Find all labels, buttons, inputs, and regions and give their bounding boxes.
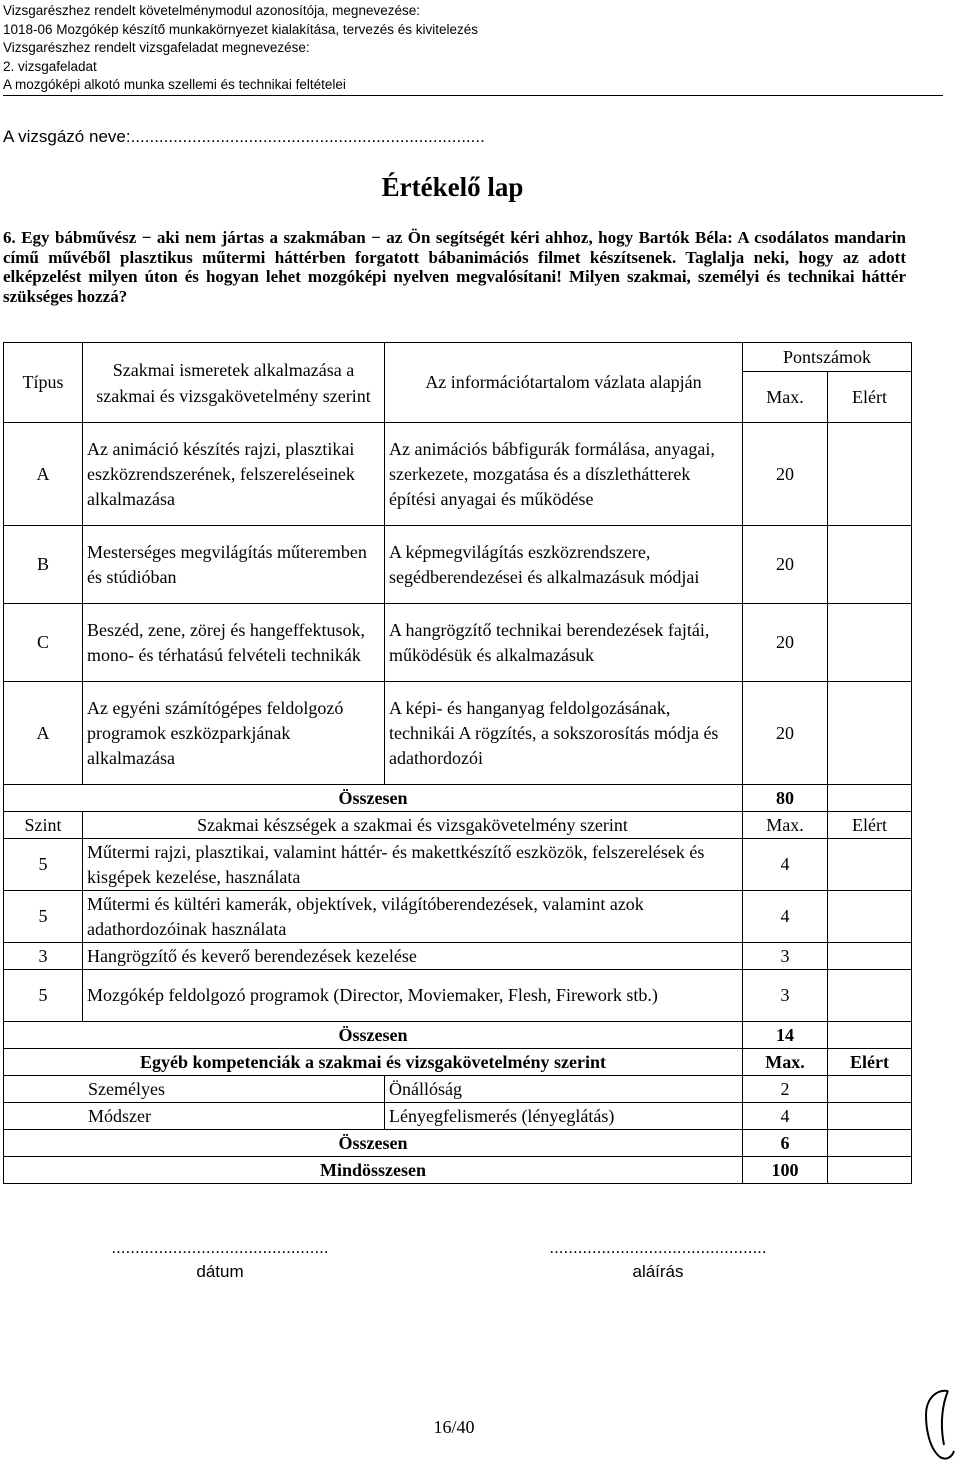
subtotal-row bbox=[4, 785, 912, 812]
competency-category: Módszer bbox=[4, 1103, 385, 1130]
skill-cell: Hangrögzítő és keverő berendezések kezelése bbox=[83, 943, 743, 970]
header-line: 2. vizsgafeladat bbox=[3, 58, 97, 74]
subtotal-value: 14 bbox=[743, 1022, 828, 1049]
achieved-header: Elért bbox=[828, 1049, 912, 1076]
competencies-header-row bbox=[4, 1049, 912, 1076]
page-number: 16/40 bbox=[433, 1417, 475, 1437]
max-cell: 20 bbox=[743, 604, 828, 682]
header-line: Vizsgarészhez rendelt vizsgafeladat megnevezése: bbox=[3, 40, 310, 55]
type-cell: B bbox=[4, 526, 83, 604]
max-cell: 3 bbox=[743, 970, 828, 1022]
header-line: 1018-06 Mozgókép készítő munkakörnyezet kialakítása, tervezés és kivitelezés bbox=[3, 21, 478, 37]
header-line: A mozgóképi alkotó munka szellemi és technikai feltételei bbox=[3, 76, 943, 96]
knowledge-cell: Beszéd, zene, zörej és hangeffektusok, mono- és térhatású felvételi technikák bbox=[83, 604, 385, 682]
grand-total-label: Mindösszesen bbox=[4, 1157, 743, 1184]
handwritten-mark-icon bbox=[918, 1385, 958, 1463]
skill-cell: Műtermi rajzi, plasztikai, valamint háttér- és makettkészítő eszközök, felszerelések és kisgépek kezelése, használata bbox=[83, 839, 743, 891]
table-row bbox=[4, 891, 912, 943]
skill-cell: Műtermi és kültéri kamerák, objektívek, világítóberendezések, valamint azok adathordozóinak használata bbox=[83, 891, 743, 943]
achieved-cell bbox=[828, 785, 912, 812]
table-row bbox=[4, 682, 912, 785]
max-cell: 4 bbox=[743, 839, 828, 891]
signature-dots: .............................................. bbox=[549, 1238, 767, 1257]
type-cell: A bbox=[4, 682, 83, 785]
skill-cell: Mozgókép feldolgozó programok (Director, Moviemaker, Flesh, Firework stb.) bbox=[83, 970, 743, 1022]
max-header: Max. bbox=[743, 1049, 828, 1076]
achieved-cell bbox=[828, 526, 912, 604]
max-cell: 2 bbox=[743, 1076, 828, 1103]
level-cell: 5 bbox=[4, 891, 83, 943]
table-row bbox=[4, 423, 912, 526]
level-cell: 3 bbox=[4, 943, 83, 970]
table-row bbox=[4, 1076, 912, 1103]
level-cell: 5 bbox=[4, 970, 83, 1022]
knowledge-cell: Mesterséges megvilágítás műteremben és stúdióban bbox=[83, 526, 385, 604]
header-line: Vizsgarészhez rendelt követelménymodul azonosítója, megnevezése: bbox=[3, 3, 420, 18]
table-row bbox=[4, 970, 912, 1022]
skills-header: Szakmai készségek a szakmai és vizsgakövetelmény szerint bbox=[83, 812, 743, 839]
subtotal-value: 6 bbox=[743, 1130, 828, 1157]
date-dots: .............................................. bbox=[111, 1238, 329, 1257]
date-field bbox=[80, 1238, 360, 1282]
achieved-cell bbox=[828, 682, 912, 785]
outline-cell: Az animációs bábfigurák formálása, anyagai, szerkezete, mozgatása és a díszlethátterek építési anyagai és működése bbox=[385, 423, 743, 526]
achieved-header: Elért bbox=[828, 812, 912, 839]
skills-header-row bbox=[4, 812, 912, 839]
signature-label: aláírás bbox=[632, 1262, 684, 1281]
outline-header: Az információtartalom vázlata alapján bbox=[385, 343, 743, 423]
max-header: Max. bbox=[743, 812, 828, 839]
subtotal-label: Összesen bbox=[4, 1130, 743, 1157]
outline-cell: A képmegvilágítás eszközrendszere, segédberendezései és alkalmazásuk módjai bbox=[385, 526, 743, 604]
max-header: Max. bbox=[743, 372, 828, 423]
achieved-cell bbox=[828, 1076, 912, 1103]
subtotal-value: 80 bbox=[743, 785, 828, 812]
table-row bbox=[4, 604, 912, 682]
document-header bbox=[3, 2, 943, 96]
knowledge-cell: Az egyéni számítógépes feldolgozó programok eszközparkjának alkalmazása bbox=[83, 682, 385, 785]
competency-item: Lényegfelismerés (lényeglátás) bbox=[385, 1103, 743, 1130]
max-cell: 3 bbox=[743, 943, 828, 970]
type-cell: C bbox=[4, 604, 83, 682]
table-row bbox=[4, 943, 912, 970]
achieved-cell bbox=[828, 1022, 912, 1049]
knowledge-header: Szakmai ismeretek alkalmazása a szakmai és vizsgakövetelmény szerint bbox=[83, 343, 385, 423]
knowledge-cell: Az animáció készítés rajzi, plasztikai eszközrendszerének, felszereléseinek alkalmazása bbox=[83, 423, 385, 526]
max-cell: 4 bbox=[743, 1103, 828, 1130]
table-row bbox=[4, 526, 912, 604]
achieved-header: Elért bbox=[828, 372, 912, 423]
subtotal-label: Összesen bbox=[4, 785, 743, 812]
page-title: Értékelő lap bbox=[381, 172, 524, 202]
max-cell: 20 bbox=[743, 526, 828, 604]
achieved-cell bbox=[828, 1157, 912, 1184]
achieved-cell bbox=[828, 970, 912, 1022]
competencies-header: Egyéb kompetenciák a szakmai és vizsgakövetelmény szerint bbox=[4, 1049, 743, 1076]
achieved-cell bbox=[828, 839, 912, 891]
outline-cell: A hangrögzítő technikai berendezések fajtái, működésük és alkalmazásuk bbox=[385, 604, 743, 682]
max-cell: 20 bbox=[743, 423, 828, 526]
grand-total-value: 100 bbox=[743, 1157, 828, 1184]
outline-cell: A képi- és hanganyag feldolgozásának, technikái A rögzítés, a sokszorosítás módja és adathordozói bbox=[385, 682, 743, 785]
type-header: Típus bbox=[4, 343, 83, 423]
subtotal-row bbox=[4, 1022, 912, 1049]
signature-field bbox=[518, 1238, 798, 1282]
evaluation-table bbox=[3, 342, 912, 1184]
table-row bbox=[4, 1103, 912, 1130]
competency-category: Személyes bbox=[4, 1076, 385, 1103]
type-cell: A bbox=[4, 423, 83, 526]
competency-item: Önállóság bbox=[385, 1076, 743, 1103]
max-cell: 4 bbox=[743, 891, 828, 943]
achieved-cell bbox=[828, 891, 912, 943]
task-description: 6. Egy bábművész − aki nem jártas a szakmában − az Ön segítségét kéri ahhoz, hogy Bartók Béla: A csodálatos mandarin című művéből plasztikus műtermi háttérben forgatott bábanimációs filmet készítsenek. Taglalja neki, hogy az adott elképzelést milyen úton és hogyan lehet mozgóképi nyelven megvalósítani! Milyen szakmai, személyi és technikai háttér szükséges hozzá? bbox=[3, 228, 906, 306]
points-header: Pontszámok bbox=[743, 343, 912, 372]
subtotal-label: Összesen bbox=[4, 1022, 743, 1049]
level-header: Szint bbox=[4, 812, 83, 839]
level-cell: 5 bbox=[4, 839, 83, 891]
achieved-cell bbox=[828, 423, 912, 526]
date-label: dátum bbox=[196, 1262, 244, 1281]
achieved-cell bbox=[828, 1130, 912, 1157]
max-cell: 20 bbox=[743, 682, 828, 785]
grand-total-row bbox=[4, 1157, 912, 1184]
achieved-cell bbox=[828, 1103, 912, 1130]
subtotal-row bbox=[4, 1130, 912, 1157]
achieved-cell bbox=[828, 943, 912, 970]
achieved-cell bbox=[828, 604, 912, 682]
table-row bbox=[4, 839, 912, 891]
examinee-name-field: A vizsgázó neve:........................................................................... bbox=[3, 127, 485, 146]
